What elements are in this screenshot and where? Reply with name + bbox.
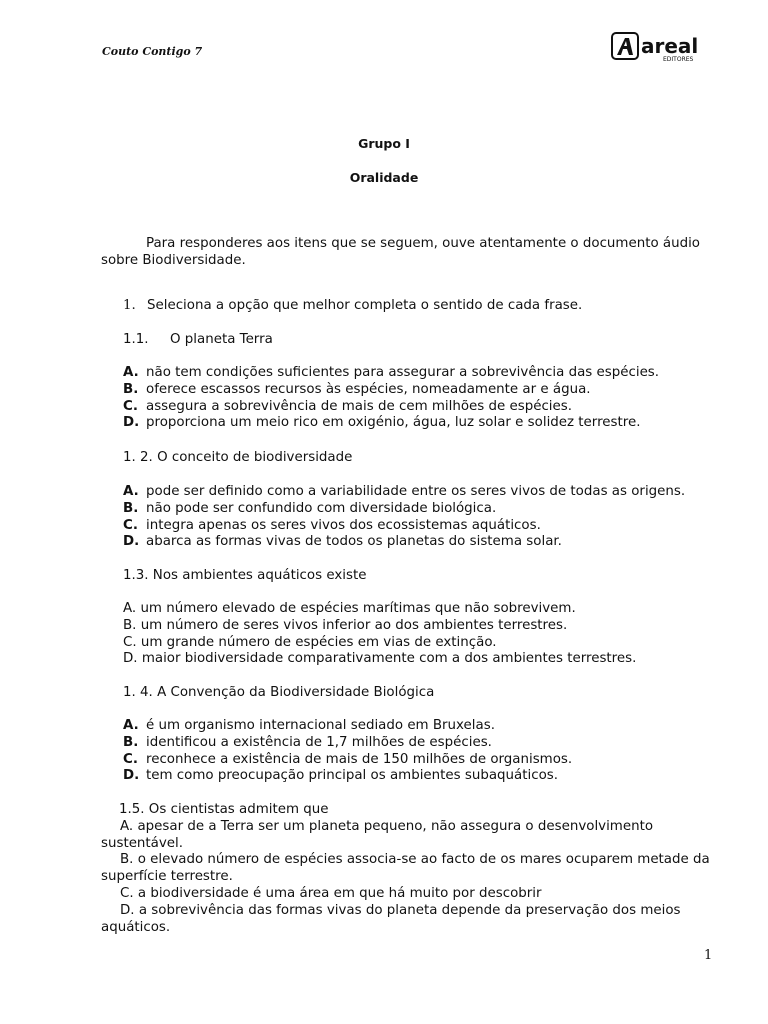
question-text: 1.5. Os cientistas admitem que: [119, 802, 329, 817]
option-d: [123, 534, 685, 551]
option-text: pode ser definido como a variabilidade entre os seres vivos de todas as origens.: [146, 484, 686, 499]
option-letter: D.: [123, 534, 140, 550]
option-letter: C.: [123, 751, 138, 767]
option-text: proporciona um meio rico em oxigénio, água, luz solar e solidez terrestre.: [146, 415, 641, 431]
option-b: [123, 735, 572, 752]
question-1-4: 1. 4. A Convenção da Biodiversidade Biológica: [123, 685, 435, 700]
logo-subtitle-text: EDITORES: [663, 56, 694, 63]
option-letter: D.: [123, 415, 140, 431]
logo-brand-text: areal: [641, 34, 699, 58]
option-text: assegura a sobrevivência de mais de cem milhões de espécies.: [146, 398, 573, 414]
option-text: integra apenas os seres vivos dos ecossistemas aquáticos.: [146, 517, 541, 533]
option-c: [123, 399, 659, 416]
option-a: A. um número elevado de espécies marítimas que não sobrevivem.: [123, 601, 576, 616]
option-c: [123, 518, 685, 535]
option-a: [123, 718, 572, 735]
option-d: D. maior biodiversidade comparativamente com a dos ambientes terrestres.: [123, 651, 637, 667]
option-c: C. a biodiversidade é uma área em que há muito por descobrir: [120, 885, 542, 901]
option-d: D. a sobrevivência das formas vivas do planeta depende da preservação dos meios aquáticos.: [101, 902, 681, 935]
option-a: [123, 484, 685, 501]
option-letter: A.: [123, 365, 139, 380]
option-letter: B.: [123, 500, 139, 516]
option-text: é um organismo internacional sediado em Bruxelas.: [146, 718, 495, 733]
option-d: [123, 768, 572, 785]
option-c: C. um grande número de espécies em vias de extinção.: [123, 634, 497, 650]
areal-logo: [611, 32, 711, 64]
instruction: [123, 298, 582, 315]
option-letter: A.: [123, 484, 139, 499]
option-letter: D.: [123, 768, 140, 784]
instruction-number: 1.: [123, 298, 136, 313]
group-title: Grupo I: [358, 136, 410, 151]
question-1-1: [123, 332, 273, 349]
option-text: não tem condições suficientes para assegurar a sobrevivência das espécies.: [146, 365, 660, 380]
option-letter: C.: [123, 398, 138, 414]
question-1-2-options: [123, 484, 685, 551]
option-letter: B.: [123, 381, 139, 397]
option-text: tem como preocupação principal os ambientes subaquáticos.: [146, 768, 558, 784]
intro-paragraph: Para responderes aos itens que se seguem, ouve atentamente o documento áudio sobre Biodiversidade.: [101, 236, 700, 268]
option-a: A. apesar de a Terra ser um planeta pequeno, não assegura o desenvolvimento sustentável.: [101, 818, 654, 851]
question-text: O planeta Terra: [170, 332, 273, 347]
header-book-title: Couto Contigo 7: [102, 45, 203, 58]
option-b: B. um número de seres vivos inferior ao dos ambientes terrestres.: [123, 617, 568, 633]
page-number: 1: [704, 948, 713, 963]
option-letter: C.: [123, 517, 138, 533]
question-1-1-options: [123, 365, 659, 432]
option-text: reconhece a existência de mais de 150 milhões de organismos.: [146, 751, 573, 767]
option-text: oferece escassos recursos às espécies, nomeadamente ar e água.: [146, 381, 591, 397]
question-1-3-options: [123, 601, 636, 668]
question-1-3: 1.3. Nos ambientes aquáticos existe: [123, 568, 367, 583]
option-c: [123, 752, 572, 769]
option-text: identificou a existência de 1,7 milhões de espécies.: [146, 734, 492, 750]
option-text: não pode ser confundido com diversidade biológica.: [146, 500, 497, 516]
option-letter: A.: [123, 718, 139, 733]
question-1-5: [101, 802, 717, 936]
option-a: [123, 365, 659, 382]
question-1-4-options: [123, 718, 572, 785]
question-number: 1.1.: [123, 332, 149, 347]
option-letter: B.: [123, 734, 139, 750]
instruction-text: Seleciona a opção que melhor completa o sentido de cada frase.: [147, 298, 583, 313]
option-text: abarca as formas vivas de todos os planetas do sistema solar.: [146, 534, 562, 550]
option-d: [123, 415, 659, 432]
option-b: B. o elevado número de espécies associa-se ao facto de os mares ocuparem metade da superfície terrestre.: [101, 852, 710, 885]
option-b: [123, 382, 659, 399]
question-1-2: 1. 2. O conceito de biodiversidade: [123, 450, 353, 465]
section-title: Oralidade: [349, 170, 419, 185]
option-b: [123, 501, 685, 518]
